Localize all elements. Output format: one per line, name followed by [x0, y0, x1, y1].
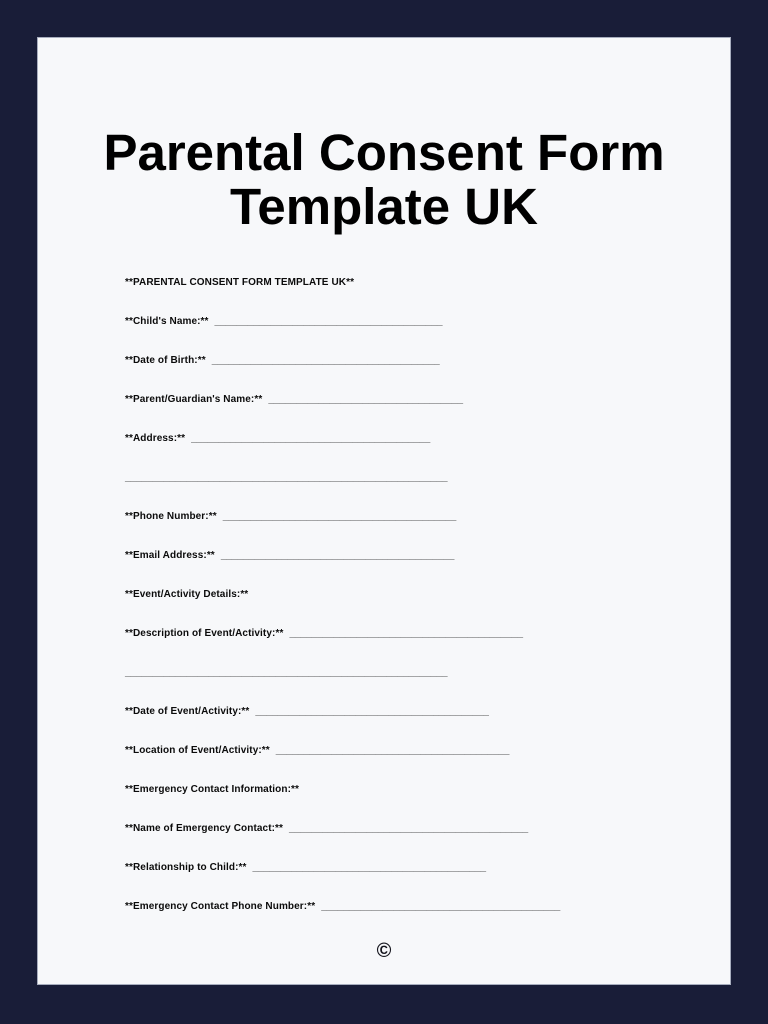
- blank-line: __________________________________________: [222, 511, 457, 523]
- field-label: **Address:**: [125, 433, 186, 445]
- form-row-parent-guardian-name: [125, 394, 690, 406]
- form-row-phone-number: [125, 511, 690, 523]
- form-row-date-of-event: [125, 706, 690, 718]
- field-label: **Phone Number:**: [125, 511, 217, 523]
- field-label: **Description of Event/Activity:**: [125, 628, 284, 640]
- field-label: **Child's Name:**: [125, 316, 209, 328]
- blank-line: __________________________________________: [220, 550, 455, 562]
- field-label: **Emergency Contact Phone Number:**: [125, 901, 316, 913]
- document-title: [38, 126, 730, 233]
- form-row-address-continued: [125, 472, 690, 484]
- document-title-line-2: Template UK: [230, 177, 538, 235]
- field-label: **Parent/Guardian's Name:**: [125, 394, 263, 406]
- field-label: **Location of Event/Activity:**: [125, 745, 270, 757]
- document-title-line-1: Parental Consent Form: [103, 124, 665, 181]
- blank-line: __________________________________________________________: [125, 667, 448, 679]
- form-row-address: [125, 433, 690, 445]
- blank-line: ___________________________________________: [191, 433, 431, 445]
- blank-line: __________________________________________: [252, 862, 487, 874]
- form-row-emergency-contact-phone: [125, 901, 690, 913]
- form-heading: **PARENTAL CONSENT FORM TEMPLATE UK**: [125, 277, 355, 289]
- form-row-relationship-to-child: [125, 862, 690, 874]
- field-label: **Name of Emergency Contact:**: [125, 823, 284, 835]
- blank-line: __________________________________________: [289, 628, 524, 640]
- blank-line: __________________________________________: [275, 745, 510, 757]
- form-heading-event-activity: [125, 589, 690, 601]
- form-body: [125, 277, 690, 913]
- blank-line: _________________________________________: [211, 355, 440, 367]
- section-heading: **Emergency Contact Information:**: [125, 784, 299, 796]
- form-row-description-of-event: [125, 628, 690, 640]
- form-row-description-continued: [125, 667, 690, 679]
- blank-line: ___________________________________: [268, 394, 464, 406]
- form-row-location-of-event: [125, 745, 690, 757]
- blank-line: __________________________________________________________: [125, 472, 448, 484]
- document-page: [37, 37, 731, 985]
- field-label: **Relationship to Child:**: [125, 862, 247, 874]
- field-label: **Date of Birth:**: [125, 355, 206, 367]
- form-heading-row: [125, 277, 690, 289]
- form-row-date-of-birth: [125, 355, 690, 367]
- document-footer: [38, 940, 730, 962]
- form-row-childs-name: [125, 316, 690, 328]
- section-heading: **Event/Activity Details:**: [125, 589, 249, 601]
- field-label: **Email Address:**: [125, 550, 215, 562]
- copyright-symbol: ©: [376, 940, 392, 963]
- blank-line: _________________________________________: [214, 316, 443, 328]
- form-row-name-of-emergency-contact: [125, 823, 690, 835]
- blank-line: __________________________________________: [255, 706, 489, 718]
- form-row-email-address: [125, 550, 690, 562]
- form-heading-emergency-contact: [125, 784, 690, 796]
- field-label: **Date of Event/Activity:**: [125, 706, 250, 718]
- blank-line: ___________________________________________: [321, 901, 561, 913]
- blank-line: ___________________________________________: [289, 823, 529, 835]
